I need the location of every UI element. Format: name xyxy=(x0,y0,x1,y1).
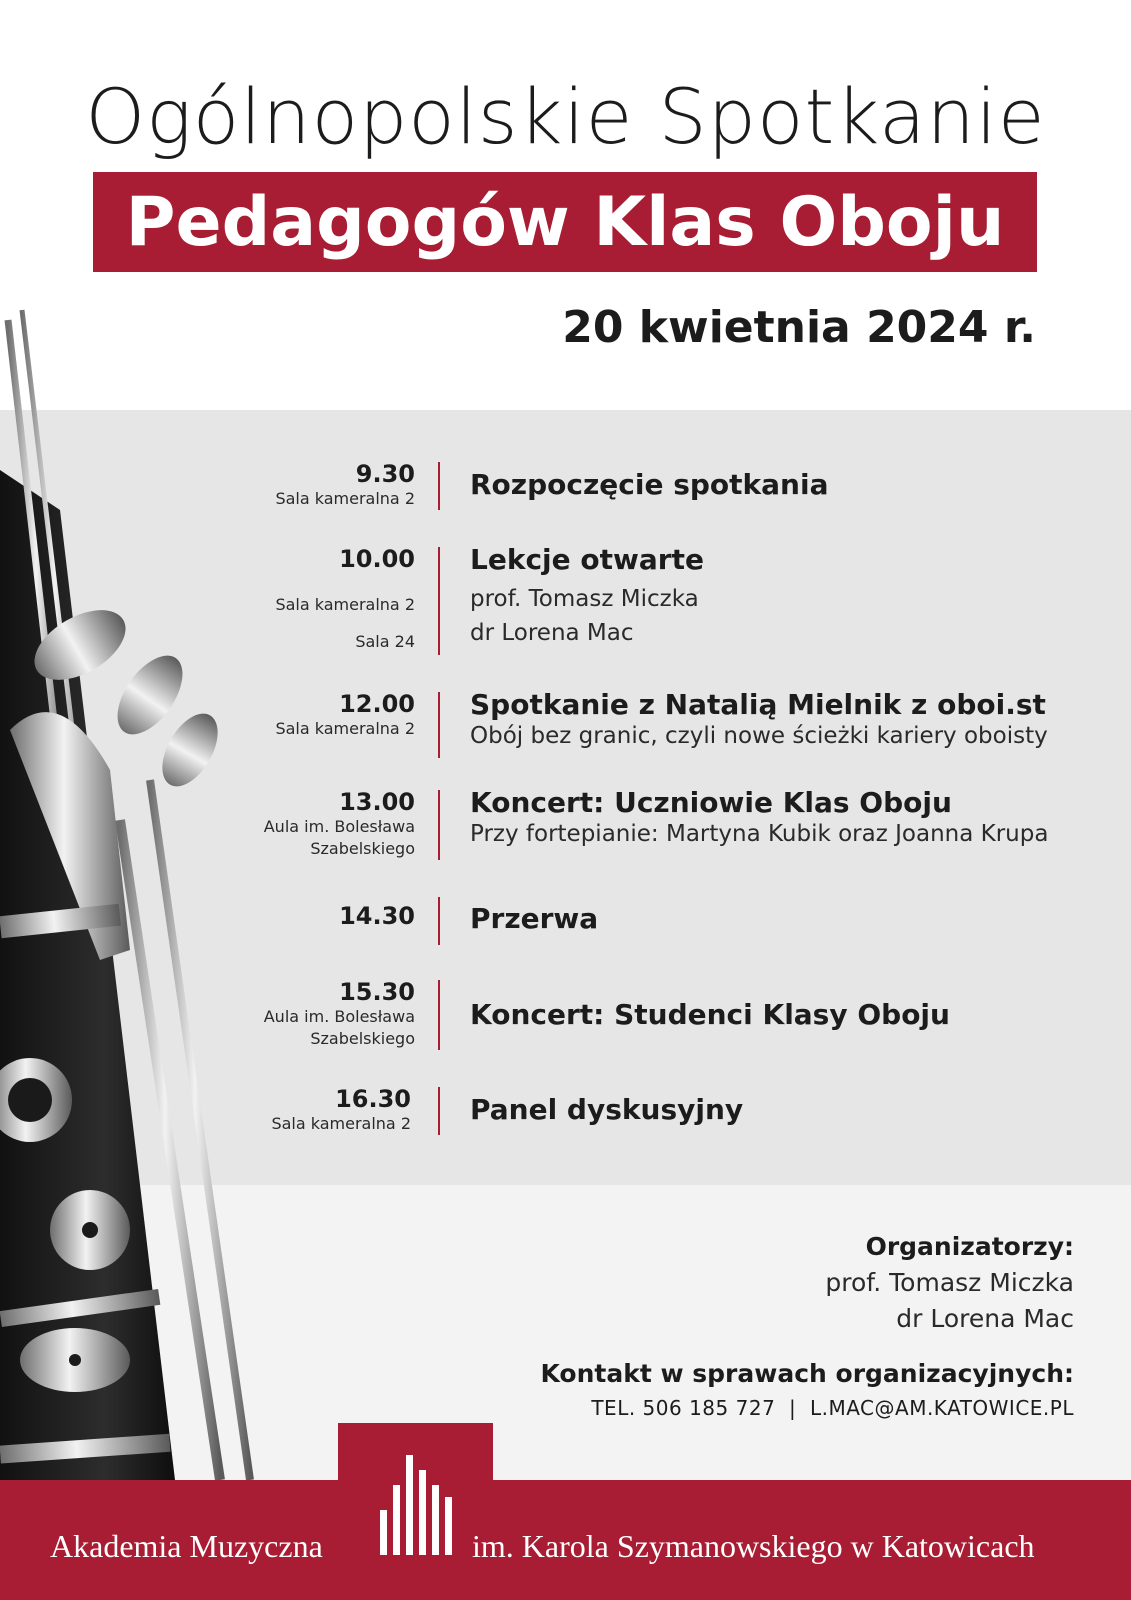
place: Sala kameralna 2 xyxy=(275,719,415,738)
event-title: Lekcje otwarte xyxy=(470,543,704,576)
time: 12.00 xyxy=(339,690,415,718)
divider-line xyxy=(438,897,440,945)
footer-right-text: im. Karola Szymanowskiego w Katowicach xyxy=(472,1528,1035,1564)
event-date: 20 kwietnia 2024 r. xyxy=(562,302,1036,353)
oboe-illustration xyxy=(0,300,300,1480)
organizer-name: dr Lorena Mac xyxy=(896,1304,1074,1333)
event-subtitle: dr Lorena Mac xyxy=(470,620,634,646)
place: Sala kameralna 2 xyxy=(275,595,415,614)
place: Szabelskiego xyxy=(310,1029,415,1048)
time: 13.00 xyxy=(339,788,415,816)
event-title: Spotkanie z Natalią Mielnik z oboi.st xyxy=(470,688,1046,721)
event-title: Koncert: Uczniowie Klas Oboju xyxy=(470,786,952,819)
place: Sala kameralna 2 xyxy=(271,1114,411,1133)
event-title: Rozpoczęcie spotkania xyxy=(470,468,829,501)
divider-line xyxy=(438,547,440,655)
footer-left-text: Akademia Muzyczna xyxy=(50,1528,323,1564)
title-band xyxy=(93,172,1037,272)
time: 9.30 xyxy=(355,460,415,488)
contact-line: TEL. 506 185 727 | L.MAC@AM.KATOWICE.PL xyxy=(591,1396,1074,1420)
divider-line xyxy=(438,462,440,510)
place: Sala kameralna 2 xyxy=(275,489,415,508)
organizers-block xyxy=(540,1232,1074,1420)
time: 16.30 xyxy=(335,1085,411,1113)
divider-line xyxy=(438,980,440,1050)
event-subtitle: prof. Tomasz Miczka xyxy=(470,586,699,612)
place: Aula im. Bolesława xyxy=(263,1007,415,1026)
event-subtitle: Przy fortepianie: Martyna Kubik oraz Joanna Krupa xyxy=(470,821,1049,847)
organizers-heading: Organizatorzy: xyxy=(865,1232,1074,1261)
time: 14.30 xyxy=(339,902,415,930)
event-subtitle: Obój bez granic, czyli nowe ścieżki kariery oboisty xyxy=(470,723,1048,749)
event-title: Panel dyskusyjny xyxy=(470,1093,744,1126)
event-title: Przerwa xyxy=(470,902,599,935)
title-line-2: Pedagogów Klas Oboju xyxy=(125,182,1005,262)
event-title: Koncert: Studenci Klasy Oboju xyxy=(470,998,950,1031)
divider-line xyxy=(438,790,440,860)
time: 10.00 xyxy=(339,545,415,573)
place: Aula im. Bolesława xyxy=(263,817,415,836)
place: Sala 24 xyxy=(355,632,415,651)
place: Szabelskiego xyxy=(310,839,415,858)
title-line-1: Ogólnopolskie Spotkanie xyxy=(85,72,1046,161)
contact-heading: Kontakt w sprawach organizacyjnych: xyxy=(540,1359,1074,1388)
divider-line xyxy=(438,692,440,758)
organizer-name: prof. Tomasz Miczka xyxy=(825,1268,1074,1297)
time: 15.30 xyxy=(339,978,415,1006)
divider-line xyxy=(438,1087,440,1135)
academy-logo-icon xyxy=(380,1455,455,1555)
